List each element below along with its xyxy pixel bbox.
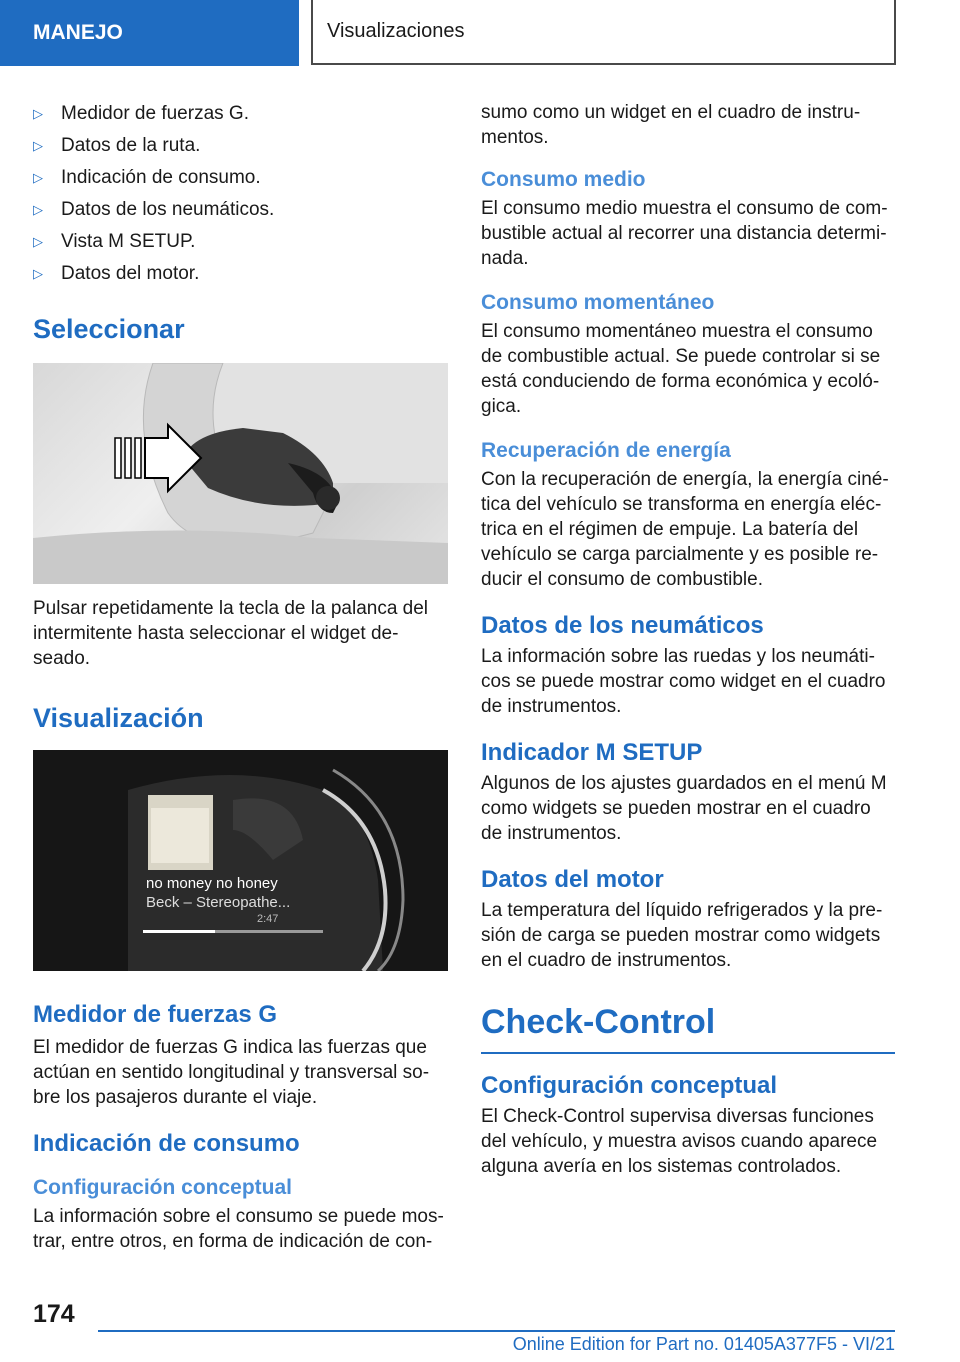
list-item-label: Datos de la ruta. [61,135,201,156]
list-item [33,130,449,162]
g-force-text: El medidor de fuerzas G indica las fuerzas que actúan en sentido longitudinal y transversal sobre los pasajeros durante el viaje. [33,1037,430,1108]
list-item-label: Indicación de consumo. [61,167,261,188]
msetup-text: Algunos de los ajustes guardados en el menú M como widgets se pueden mostrar en el cuadro de instrumentos. [481,773,887,844]
consumo-medio-heading: Consumo medio [481,168,646,191]
triangle-bullet-icon: ▷ [33,106,43,121]
list-item-label: Vista M SETUP. [61,231,196,252]
lever-illustration [33,363,448,584]
msetup-heading: Indicador M SETUP [481,739,703,766]
intro-text: sumo como un widget en el cuadro de instrumentos. [481,102,861,148]
check-control-chapter-title: Check-Control [481,1003,895,1054]
consumo-momentaneo-text: El consumo momentáneo muestra el consumo de combustible actual. Se puede controlar si se está conduciendo de forma económica y ecológica. [481,321,881,417]
neumaticos-text: La información sobre las ruedas y los neumáticos se puede mostrar como widget en el cuadro de instrumentos. [481,646,886,717]
check-control-heading: Configuración conceptual [481,1072,778,1099]
motor-text: La temperatura del líquido refrigerados y la presión de carga se pueden mostrar como widgets en el cuadro de instrumentos. [481,900,883,971]
triangle-bullet-icon: ▷ [33,234,43,249]
consumo-text: La información sobre el consumo se puede mostrar, entre otros, en forma de indicación de con- [33,1206,444,1252]
list-item [33,98,449,130]
triangle-bullet-icon: ▷ [33,170,43,185]
left-column [33,98,449,1254]
triangle-bullet-icon: ▷ [33,202,43,217]
list-item [33,226,449,258]
visualizacion-heading: Visualización [33,703,204,733]
header-title-label: Visualizaciones [327,20,465,42]
header-title [311,0,896,65]
now-playing-artist: Beck – Stereopathe... [146,894,291,911]
neumaticos-heading: Datos de los neumáticos [481,612,764,639]
now-playing-title: no money no honey [146,875,278,892]
g-force-heading: Medidor de fuerzas G [33,1001,278,1028]
header-section [0,0,299,66]
list-item [33,258,449,290]
consumo-medio-text: El consumo medio muestra el consumo de combustible actual al recorrer una distancia determinada. [481,198,888,269]
feature-list [33,98,449,290]
list-item [33,162,449,194]
seleccionar-text: Pulsar repetidamente la tecla de la palanca del intermitente hasta seleccionar el widget deseado. [33,598,429,669]
turn-signal-lever-image [33,363,448,584]
now-playing-time: 2:47 [257,913,279,925]
triangle-bullet-icon: ▷ [33,138,43,153]
consumo-heading: Indicación de consumo [33,1130,300,1157]
list-item-label: Datos de los neumáticos. [61,199,275,220]
page-number: 174 [33,1300,75,1328]
recuperacion-heading: Recuperación de energía [481,439,731,462]
recuperacion-text: Con la recuperación de energía, la energía cinética del vehículo se transforma en energía eléctrica en el régimen de empuje. La batería del vehículo se carga parcialmente y es posible reducir el consumo de combustible. [481,469,889,590]
list-item [33,194,449,226]
instrument-cluster-image [33,750,448,971]
consumo-subheading: Configuración conceptual [33,1176,293,1199]
consumo-momentaneo-heading: Consumo momentáneo [481,291,715,314]
header-section-label: MANEJO [33,21,123,44]
check-control-text: El Check-Control supervisa diversas funciones del vehículo, y muestra avisos cuando aparece alguna avería en los sistemas controlados. [481,1106,878,1177]
triangle-bullet-icon: ▷ [33,266,43,281]
edition-note: Online Edition for Part no. 01405A377F5 - VI/21 [512,1334,895,1354]
seleccionar-heading: Seleccionar [33,314,185,344]
list-item-label: Datos del motor. [61,263,200,284]
list-item-label: Medidor de fuerzas G. [61,103,249,124]
right-column [481,100,895,1179]
cluster-illustration [33,750,448,971]
footer-rule [98,1330,895,1332]
motor-heading: Datos del motor [481,866,664,893]
